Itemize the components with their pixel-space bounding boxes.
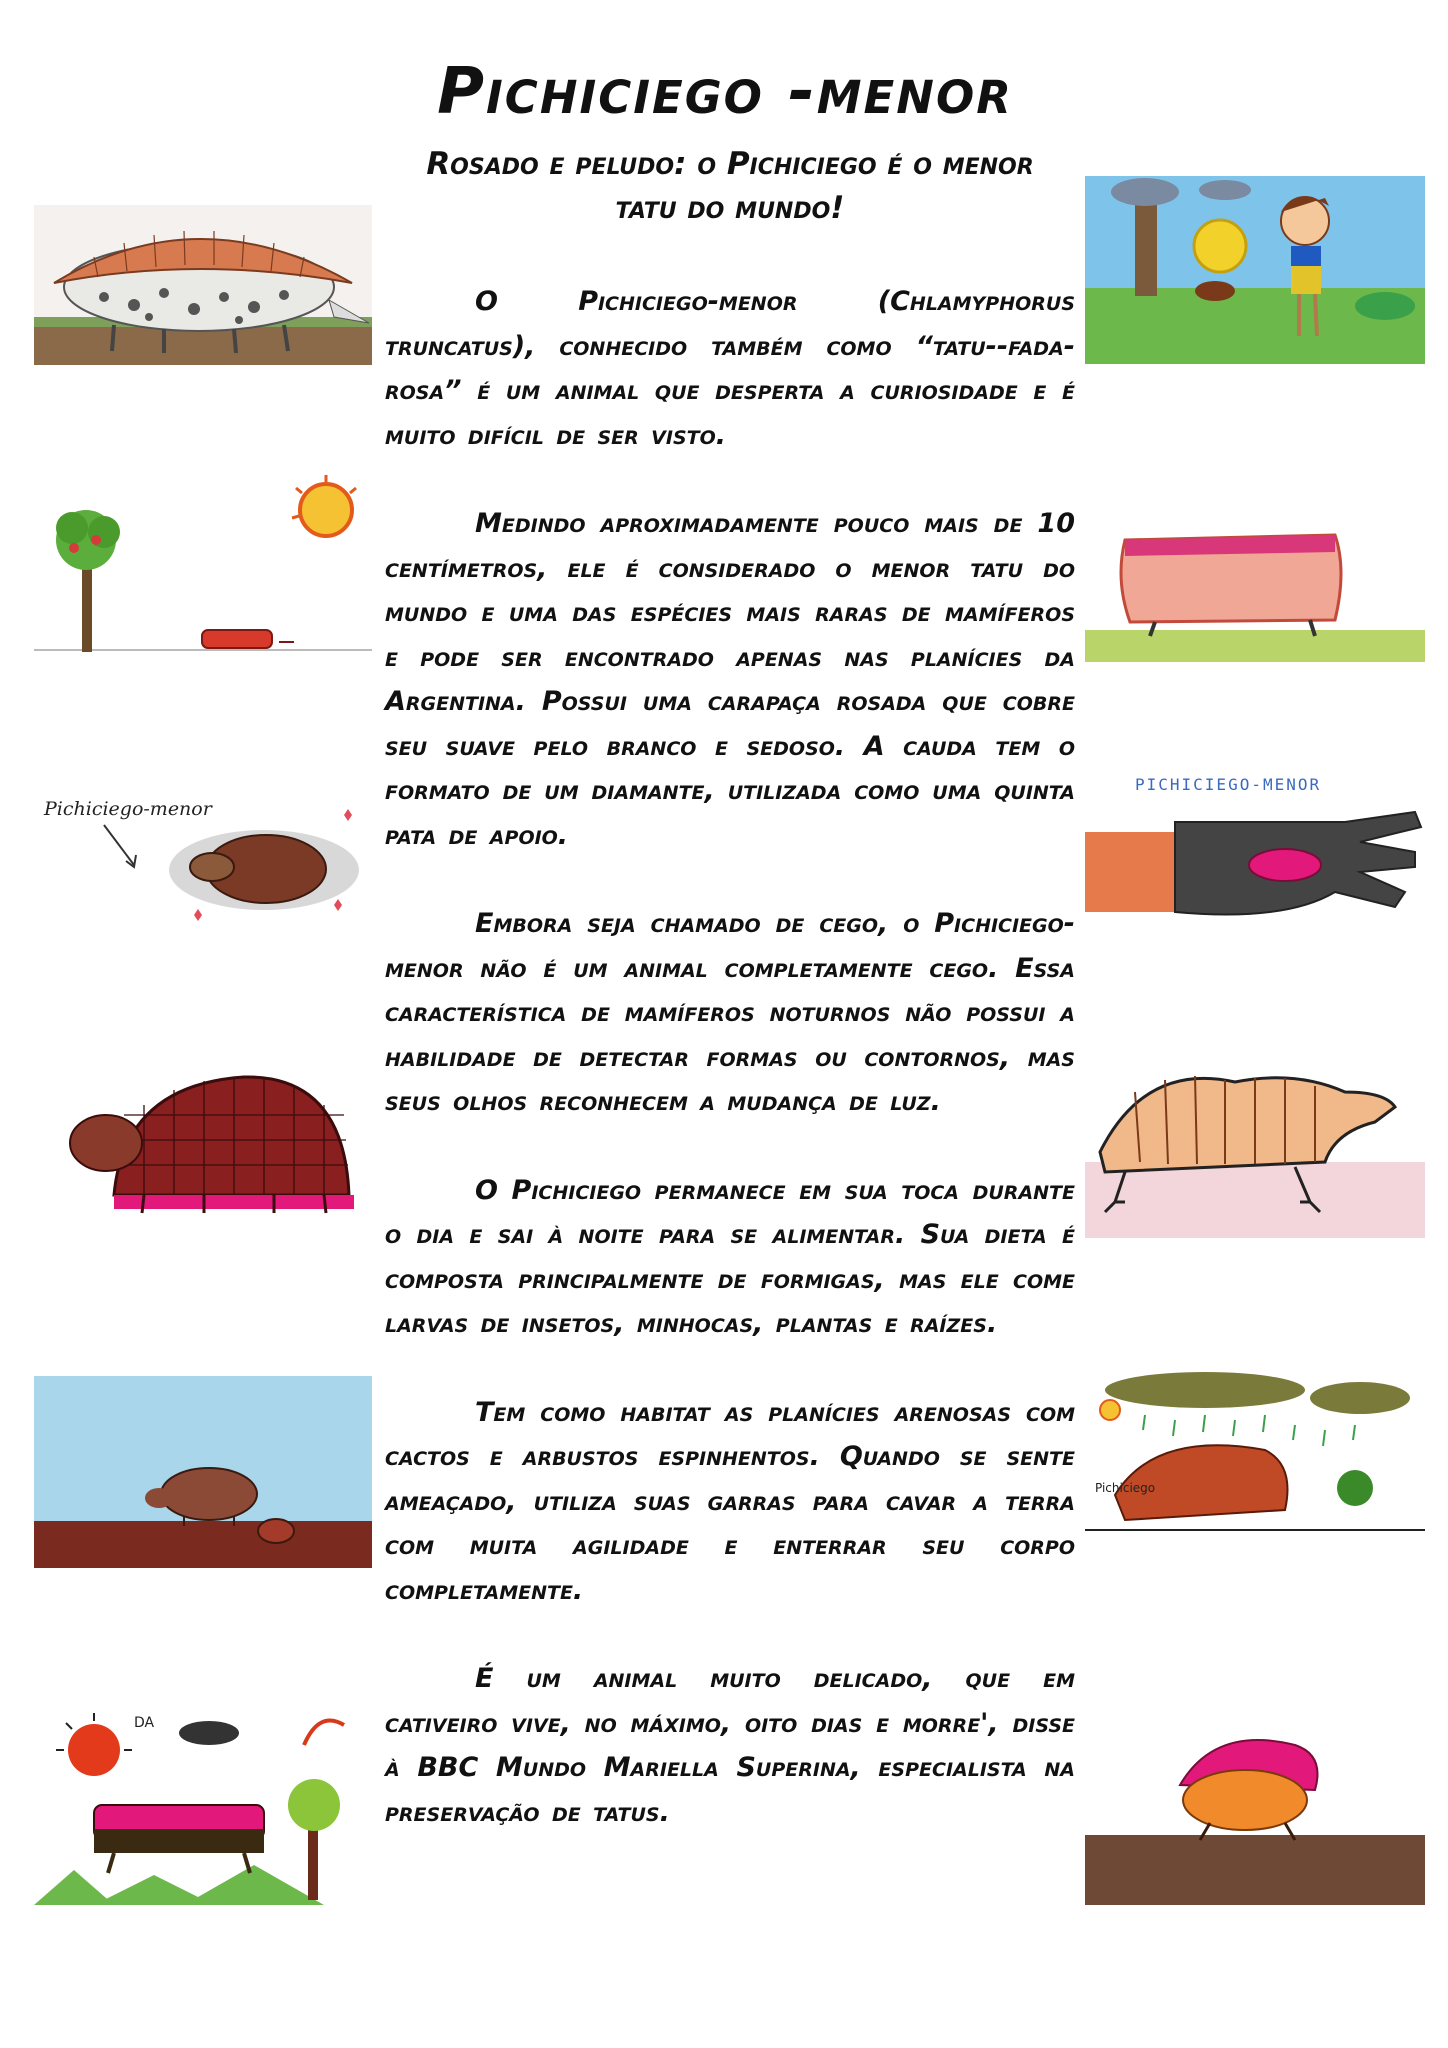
- drawing-red-hatched-armadillo: [34, 1045, 372, 1235]
- caption-left-3: Pichiciego-menor: [44, 798, 212, 820]
- article-body: [385, 280, 1075, 1879]
- paragraph-habitat: Tem como habitat as planícies arenosas com cactos e arbustos espinhentos. Quando se sente ameaçado, utiliza suas garras para cavar a terra com muita agilidade e enterrar seu corpo completamente.: [385, 1396, 1075, 1606]
- drawing-rain-armadillo: [1085, 1370, 1425, 1570]
- paragraph-diet: O Pichiciego permanece em sua toca durante o dia e sai à noite para se alimentar. Sua dieta é composta principalmente de formigas, mas ele come larvas de insetos, minhocas, plantas e raízes.: [385, 1174, 1075, 1339]
- paragraph-intro: O Pichiciego-menor (Chlamyphorus truncatus), conhecido também como “tatu--fada-rosa” é um animal que desperta a curiosidade e é muito difícil de ser visto.: [385, 286, 1075, 451]
- drawing-glove-armadillo: [1085, 762, 1425, 936]
- drawing-armadillo-white-body: [34, 205, 372, 365]
- caption-right-6: Pichiciego: [1095, 1481, 1156, 1495]
- caption-left-6: DA: [134, 1715, 155, 1731]
- drawing-boy-sun-tree: [1085, 176, 1425, 364]
- drawing-sky-hill-armadillo: [34, 1376, 372, 1568]
- paragraph-eyes: Embora seja chamado de cego, o Pichiciego-menor não é um animal completamente cego. Essa característica de mamíferos noturnos não possui a habilidade de detectar formas ou contornos, mas seus olhos reconhecem a mudança de luz.: [385, 908, 1075, 1117]
- page-title: Pichiciego -menor: [437, 55, 1013, 129]
- page-subtitle: Rosado e peludo: o Pichiciego é o menor tatu do mundo!: [426, 146, 1034, 226]
- drawing-captioned-turtle-armadillo: [34, 775, 372, 937]
- caption-right-3: PICHICIEGO-MENOR: [1135, 775, 1322, 794]
- paragraph-size: Medindo aproximadamente pouco mais de 10 centímetros, ele é considerado o menor tatu do mundo e uma das espécies mais raras de mamíferos e pode ser encontrado apenas nas planícies da Argentina. Possui uma carapaça rosada que cobre seu suave pelo branco e sedoso. A cauda tem o formato de um diamante, utilizada como uma quinta pata de apoio.: [385, 508, 1075, 851]
- drawing-tree-sun-small-armadillo: [34, 470, 372, 662]
- drawing-sun-cloud-tree-armadillo: [34, 1705, 372, 1905]
- paragraph-captivity: É um animal muito delicado, que em cativeiro vive, no máximo, oito dias e morre', disse à BBC Mundo Mariella Superina, especialista na preservação de tatus.: [385, 1663, 1075, 1828]
- drawing-striped-long-armadillo: [1085, 1052, 1425, 1238]
- drawing-pink-box-armadillo: [1085, 470, 1425, 662]
- drawing-orange-armadillo-ground: [1085, 1705, 1425, 1905]
